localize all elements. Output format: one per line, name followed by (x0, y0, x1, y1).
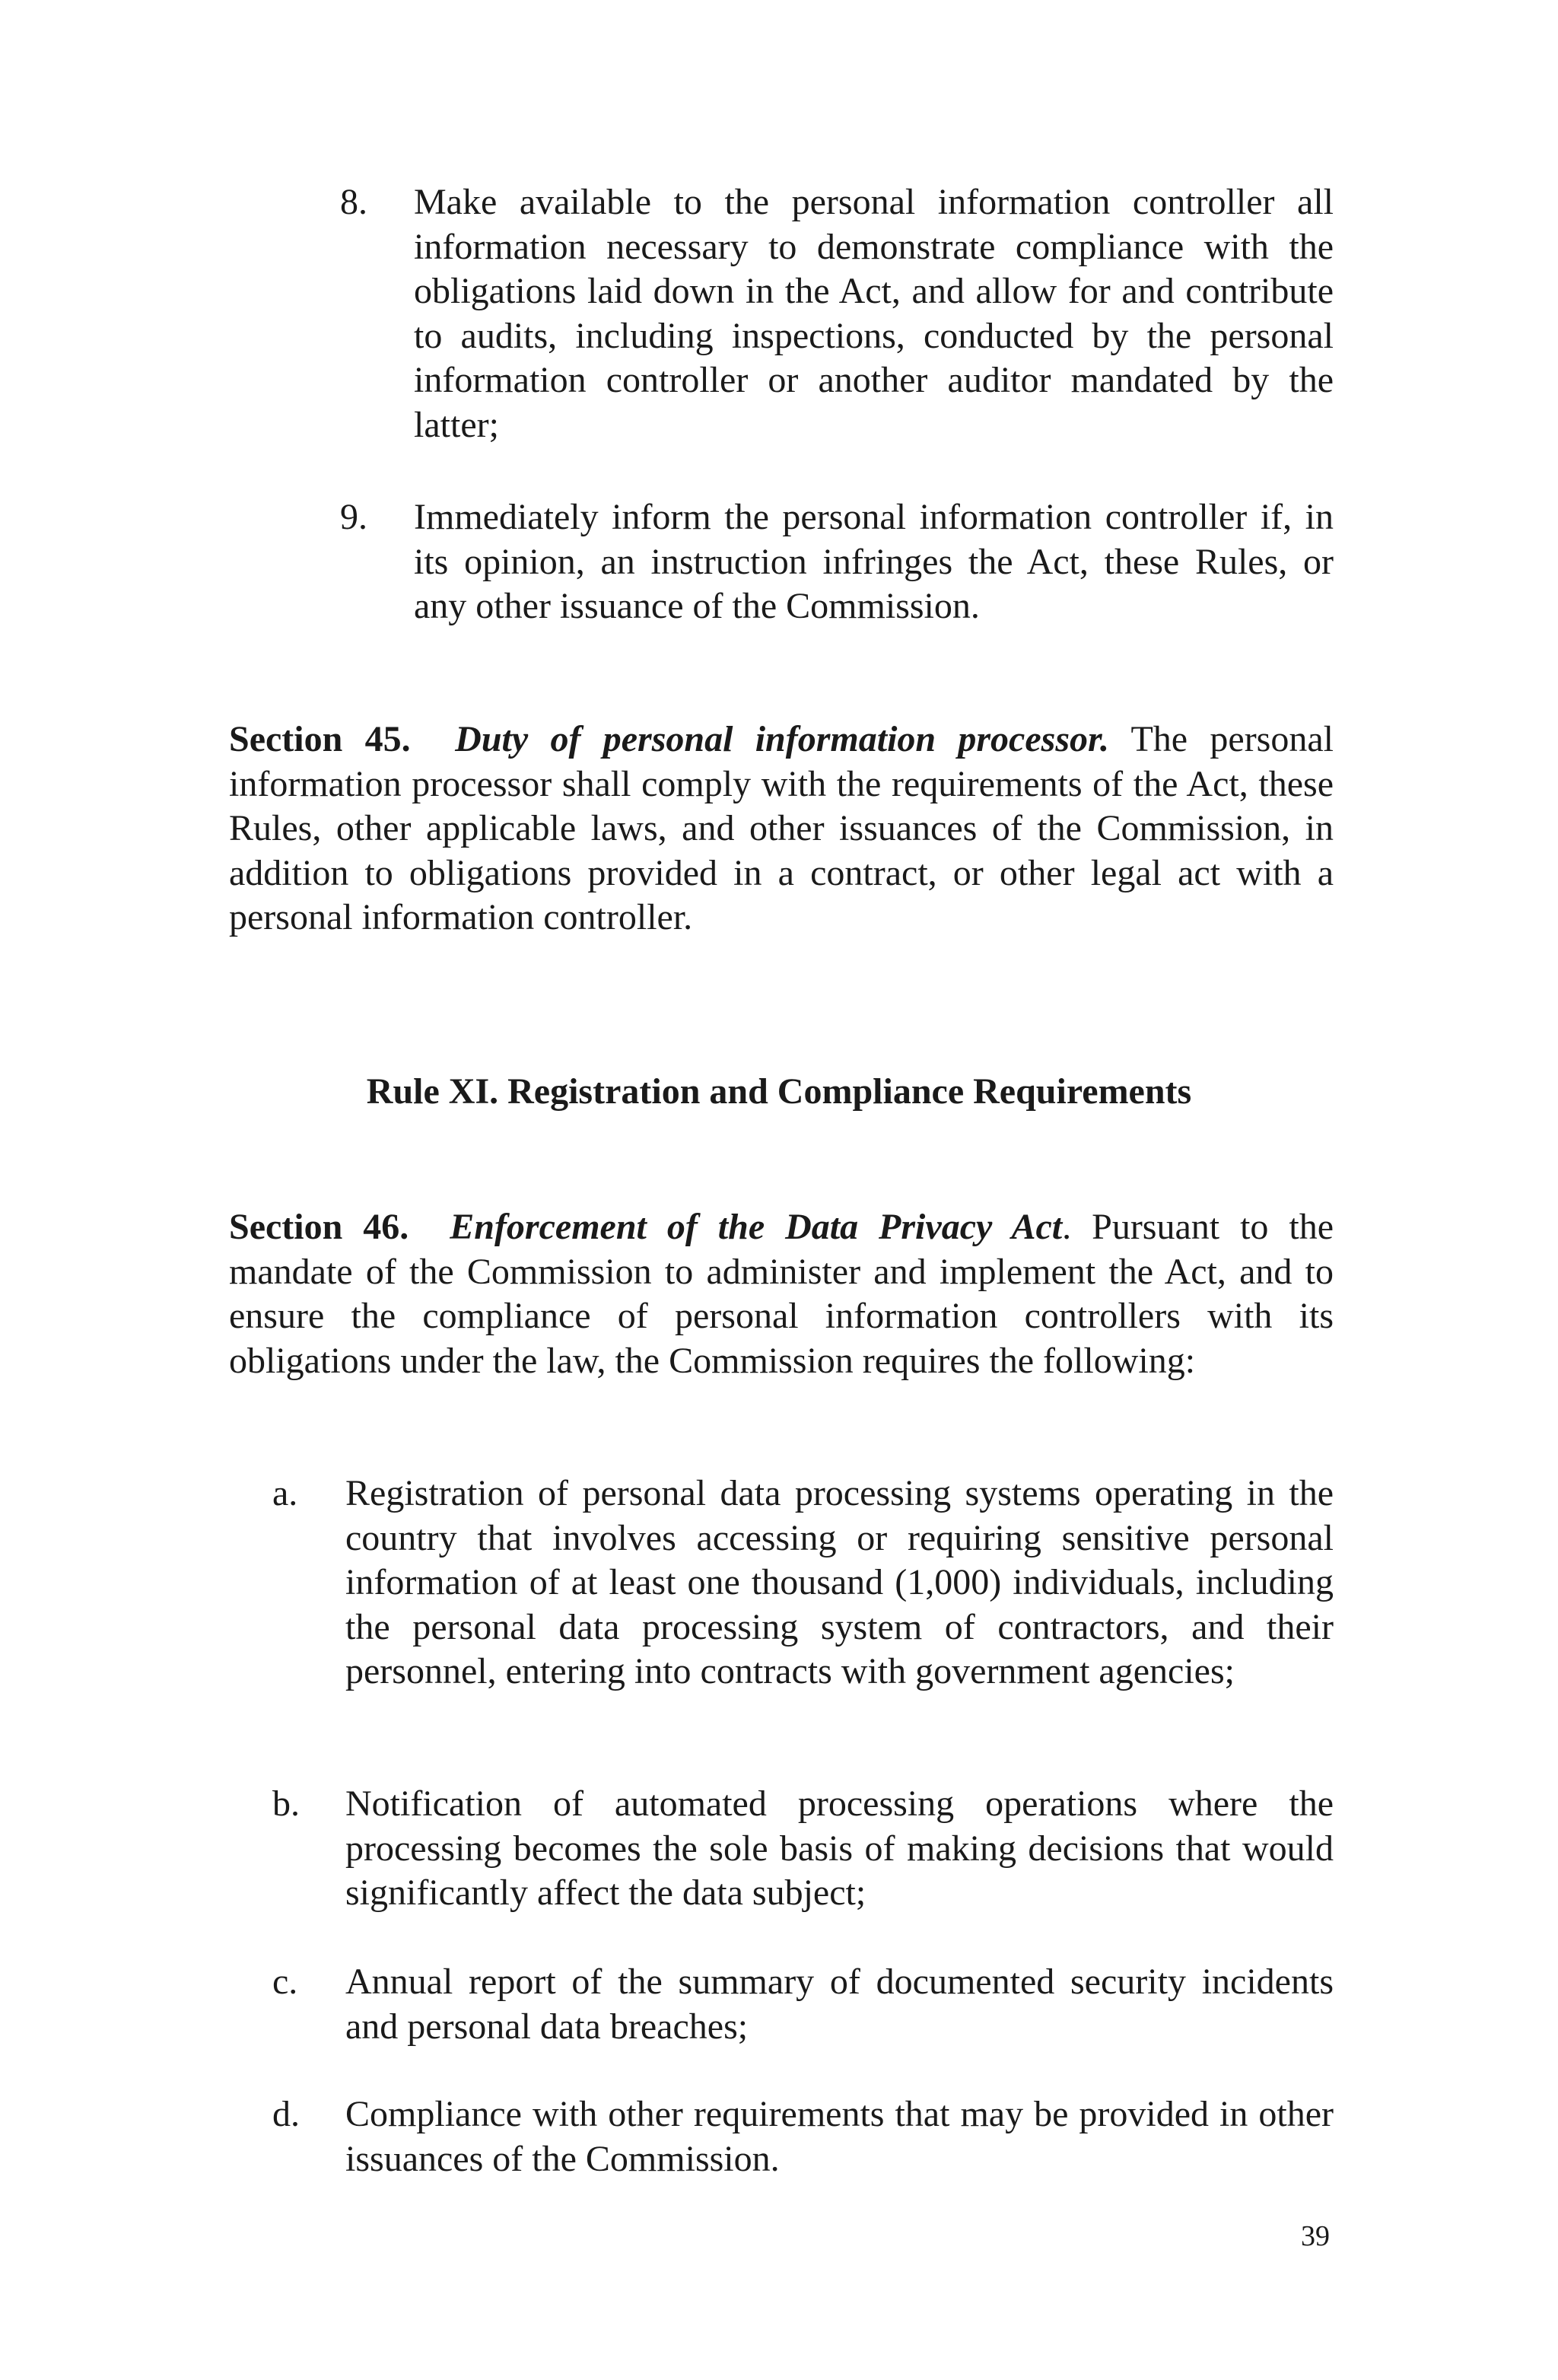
list-marker: 9. (340, 497, 367, 537)
list-marker: d. (272, 2094, 300, 2134)
list-item-text: Annual report of the summary of documented security incidents and personal data breaches; (345, 1962, 1334, 2047)
section-label: Section 46. (229, 1207, 409, 1247)
section-title: Duty of personal information processor. (455, 719, 1110, 759)
list-item-text: Notification of automated processing operations where the processing becomes the sole basis of making decisions that would significantly affect the data subject; (345, 1783, 1334, 1914)
list-item (272, 1960, 1334, 2051)
list-item-text: Immediately inform the personal information controller if, in its opinion, an instruction infringes the Act, these Rules, or any other issuance of the Commission. (414, 497, 1334, 627)
list-item (340, 180, 1334, 454)
section-label: Section 45. (229, 719, 411, 759)
rule-heading: Rule XI. Registration and Compliance Requirements (366, 1071, 1192, 1112)
list-item (272, 2092, 1334, 2184)
list-item (340, 495, 1334, 632)
list-item (272, 1782, 1334, 1919)
list-item-text: Compliance with other requirements that may be provided in other issuances of the Commission. (345, 2094, 1334, 2179)
section-title: Enforcement of the Data Privacy Act (450, 1207, 1063, 1247)
list-item-text: Make available to the personal information controller all information necessary to demonstrate compliance with the obligations laid down in the Act, and allow for and contribute to audits, including inspections, conducted by the personal information controller or another auditor mandated by the latter; (414, 182, 1334, 445)
list-item-text: Registration of personal data processing systems operating in the country that involves accessing or requiring sensitive personal information of at least one thousand (1,000) individuals, including the personal data processing system of contractors, and their personnel, entering into contracts with government agencies; (345, 1473, 1334, 1692)
list-marker: c. (272, 1962, 298, 2002)
list-marker: b. (272, 1783, 300, 1824)
section-45-paragraph (229, 718, 1334, 940)
page-number: 39 (1301, 2220, 1330, 2252)
section-body: . Pursuant to the mandate of the Commission to administer and implement the Act, and to ensure the compliance of personal information controllers with its obligations under the law, the Commission requires the following: (229, 1207, 1334, 1381)
list-marker: a. (272, 1473, 298, 1513)
section-46-paragraph (229, 1205, 1334, 1383)
section-body: The personal information processor shall comply with the requirements of the Act, these Rules, other applicable laws, and other issuances of the Commission, in addition to obligations provided in a contract, or other legal act with a personal information controller. (229, 719, 1334, 938)
list-item (272, 1472, 1334, 1745)
list-marker: 8. (340, 182, 367, 222)
